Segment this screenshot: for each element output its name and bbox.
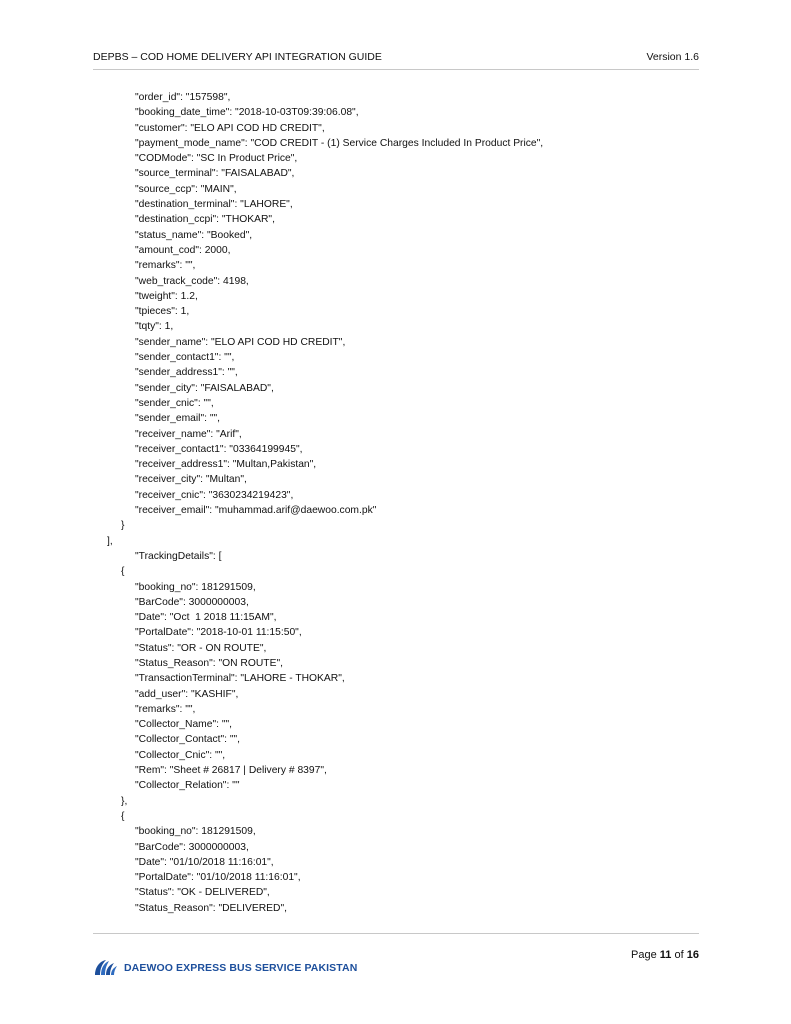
code-line: "Date": "Oct 1 2018 11:15AM", [135, 612, 277, 624]
code-line: "amount_cod": 2000, [135, 244, 231, 256]
code-line: { [121, 810, 125, 822]
code-line: "receiver_address1": "Multan,Pakistan", [135, 459, 317, 471]
code-line: "tpieces": 1, [135, 306, 190, 318]
page-number [631, 949, 699, 961]
code-line: "remarks": "", [135, 703, 196, 715]
code-line: "tqty": 1, [135, 321, 174, 333]
code-line: "Collector_Relation": "" [135, 780, 240, 792]
code-line: }, [121, 795, 128, 807]
code-line: "Collector_Contact": "", [135, 734, 241, 746]
code-line: "remarks": "", [135, 260, 196, 272]
code-line: "sender_contact1": "", [135, 352, 235, 364]
code-line: "status_name": "Booked", [135, 229, 253, 241]
code-line: "Status_Reason": "DELIVERED", [135, 902, 287, 914]
code-line: } [121, 520, 125, 532]
json-code-block [93, 90, 699, 916]
code-line: "booking_no": 181291509, [135, 826, 256, 838]
page-header [93, 46, 699, 68]
code-line: "receiver_email": "muhammad.arif@daewoo.com.pk" [135, 505, 377, 517]
code-line: "add_user": "KASHIF", [135, 688, 239, 700]
page-label: Page [631, 949, 657, 961]
code-line: "source_terminal": "FAISALABAD", [135, 168, 295, 180]
code-line: "Status": "OK - DELIVERED", [135, 887, 270, 899]
code-line: "tweight": 1.2, [135, 290, 198, 302]
code-line: "sender_address1": "", [135, 367, 238, 379]
code-line: "receiver_city": "Multan", [135, 474, 247, 486]
code-line: "PortalDate": "2018-10-01 11:15:50", [135, 627, 302, 639]
code-line: "Collector_Cnic": "", [135, 749, 226, 761]
code-line: "destination_ccpi": "THOKAR", [135, 214, 275, 226]
code-line: "Date": "01/10/2018 11:16:01", [135, 856, 274, 868]
code-line: "order_id": "157598", [135, 92, 231, 103]
page-current: 11 [659, 949, 672, 961]
code-line: "customer": "ELO API COD HD CREDIT", [135, 122, 325, 134]
code-line: ], [107, 535, 113, 547]
code-line: "receiver_cnic": "3630234219423", [135, 489, 294, 501]
code-line: "Status": "OR - ON ROUTE", [135, 642, 267, 654]
page-of: of [674, 949, 684, 961]
header-divider [93, 69, 699, 70]
code-line: "booking_date_time": "2018-10-03T09:39:06.08", [135, 107, 359, 119]
company-logo [93, 958, 357, 978]
code-line: { [121, 566, 125, 578]
logo-text: DAEWOO EXPRESS BUS SERVICE PAKISTAN [124, 962, 358, 974]
page-total: 16 [686, 949, 699, 961]
daewoo-fan-logo-icon [93, 958, 119, 978]
code-line: "receiver_contact1": "03364199945", [135, 443, 303, 455]
code-line: "Collector_Name": "", [135, 719, 233, 731]
code-line: "booking_no": 181291509, [135, 581, 256, 593]
code-line: "web_track_code": 4198, [135, 275, 249, 287]
code-line: "TrackingDetails": [ [135, 550, 222, 562]
document-version: Version 1.6 [646, 51, 699, 63]
code-line: "destination_terminal": "LAHORE", [135, 199, 293, 211]
code-line: "TransactionTerminal": "LAHORE - THOKAR", [135, 673, 345, 685]
code-line: "sender_cnic": "", [135, 397, 214, 409]
code-line: "receiver_name": "Arif", [135, 428, 242, 440]
code-line: "BarCode": 3000000003, [135, 596, 249, 608]
code-line: "Status_Reason": "ON ROUTE", [135, 657, 283, 669]
code-line: "source_ccp": "MAIN", [135, 183, 237, 195]
code-line: "BarCode": 3000000003, [135, 841, 249, 853]
code-line: "payment_mode_name": "COD CREDIT - (1) Service Charges Included In Product Price", [135, 137, 544, 149]
code-line: "PortalDate": "01/10/2018 11:16:01", [135, 872, 301, 884]
code-line: "sender_name": "ELO API COD HD CREDIT", [135, 336, 346, 348]
document-title: DEPBS – COD HOME DELIVERY API INTEGRATION GUIDE [93, 51, 382, 63]
code-line: "sender_email": "", [135, 413, 221, 425]
code-line: "sender_city": "FAISALABAD", [135, 382, 274, 394]
footer-divider [93, 933, 699, 934]
code-line: "Rem": "Sheet # 26817 | Delivery # 8397", [135, 765, 327, 777]
code-line: "CODMode": "SC In Product Price", [135, 153, 298, 165]
